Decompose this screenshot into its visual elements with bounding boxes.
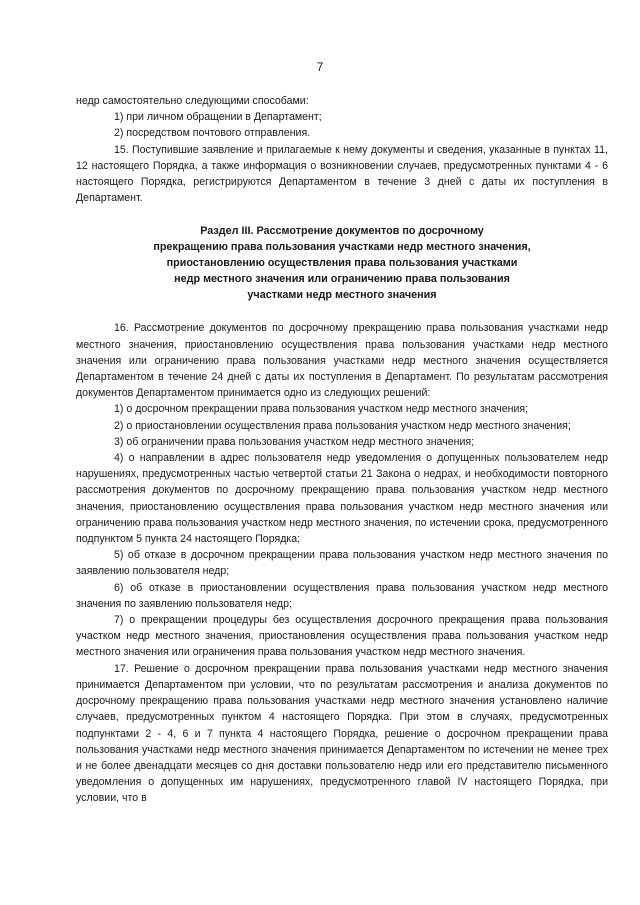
list-item: 2) посредством почтового отправления.	[114, 127, 311, 140]
list-item: 1) о досрочном прекращении права пользования участком недр местного значения;	[114, 403, 529, 416]
list-item: 4) о направлении в адрес пользователя недр уведомления о допущенных пользователем недр нарушениях, предусмотренных частью четвертой статьи 21 Закона о недрах, и необходимости повторного рассмотрения документов по досрочному прекращению права пользования участком недр местного значения, приостановлению осуществления права пользования участком недр местного значения или ограничению права пользования участком недр местного значения, по истечении срока, предусмотренного подпунктом 5 пункта 24 настоящего Порядка;	[76, 452, 608, 546]
list-item: 3) об ограничении права пользования участком недр местного значения;	[114, 435, 475, 448]
paragraph: недр самостоятельно следующими способами:	[76, 95, 309, 107]
section-heading-line: участками недр местного значения	[247, 289, 437, 302]
document-body	[76, 93, 608, 807]
page-number: 7	[316, 60, 324, 74]
list-item: 1) при личном обращении в Департамент;	[114, 111, 322, 124]
list-item: 2) о приостановлении осуществления права пользования участком недр местного значения;	[114, 419, 571, 432]
section-heading-line: прекращению права пользования участками недр местного значения,	[153, 241, 531, 254]
paragraph: 15. Поступившие заявление и прилагаемые к нему документы и сведения, указанные в пунктах 11, 12 настоящего Порядка, а также информация о возникновении случаев, предусмотренных пунктами 4 - 6 настоящего Порядка, регистрируются Департаментом в течение 3 дней с даты их поступления в Департамент.	[76, 143, 608, 205]
list-item: 5) об отказе в досрочном прекращении права пользования участком недр местного значения по заявлению пользователя недр;	[76, 549, 608, 578]
list-item: 7) о прекращении процедуры без осуществления досрочного прекращения права пользования участком недр местного значения, приостановления осуществления права пользования участком недр местного значения или ограничения права пользования участком недр местного значения.	[76, 614, 608, 659]
paragraph: 16. Рассмотрение документов по досрочному прекращению права пользования участками недр местного значения, приостановлению осуществления права пользования участками недр местного значения или ограничению права пользования участками недр местного значения осуществляется Департаментом в течение 24 дней с даты их поступления в Департамент. По результатам рассмотрения документов Департаментом принимается одно из следующих решений:	[76, 322, 608, 400]
section-heading-line: недр местного значения или ограничению права пользования	[174, 273, 510, 286]
paragraph: 17. Решение о досрочном прекращении права пользования участками недр местного значения принимается Департаментом при условии, что по результатам рассмотрения и анализа документов по досрочному прекращению права пользования участками недр местного значения установлено наличие случаев, предусмотренных пунктом 4 настоящего Порядка. При этом в случаях, предусмотренных подпунктами 2 - 4, 6 и 7 пункта 4 настоящего Порядка, решение о досрочном прекращении права пользования участками недр местного значения принимается Департаментом по истечении не менее трех и не более двенадцати месяцев со дня доставки пользователю недр или его представителю письменного уведомления о допущенных им нарушениях, предусмотренного главой IV настоящего Порядка, при условии, что в	[76, 662, 608, 805]
section-heading-line: Раздел III. Рассмотрение документов по досрочному	[200, 225, 484, 238]
section-heading	[76, 223, 608, 303]
list-item: 6) об отказе в приостановлении осуществления права пользования участком недр местного значения по заявлению пользователя недр;	[76, 581, 608, 610]
section-heading-line: приостановлению осуществления права пользования участками	[166, 257, 518, 270]
